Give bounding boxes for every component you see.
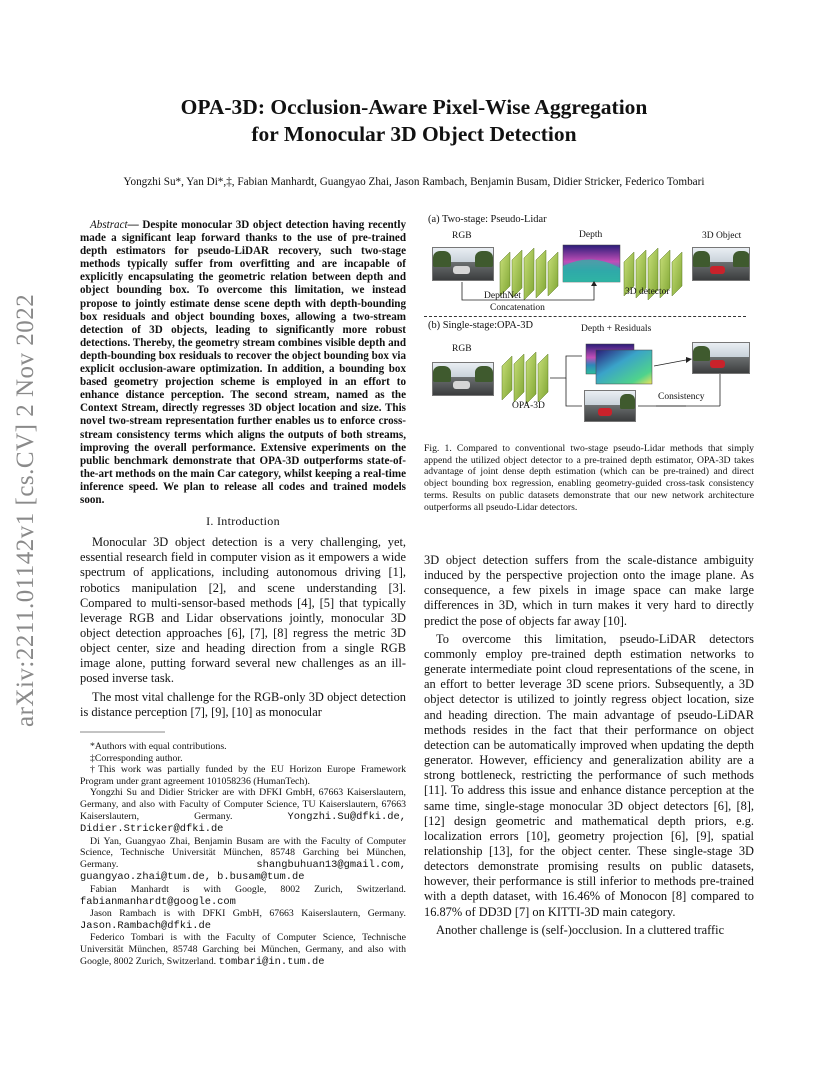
affiliation-text: Fabian Manhardt is with Google, 8002 Zurich, Switzerland. <box>90 884 406 896</box>
title-line-2: for Monocular 3D Object Detection <box>251 122 577 146</box>
figure-1-caption <box>424 443 754 513</box>
footnote-affiliation <box>80 932 406 968</box>
caption-text: Fig. 1. Compared to conventional two-stage pseudo-Lidar methods that simply append the utilized object detector to a pre-trained depth estimator, OPA-3D takes advantage of joint dense depth estimation (which can be pre-trained) and direct object bounding box regression, enabling geometry-guided cross-task consistency terms. Results on public datasets demonstrate that our new network architecture outperforms all pseudo-Lidar detectors. <box>424 443 754 513</box>
depth-residuals-label: Depth + Residuals <box>581 324 652 334</box>
abstract-label: Abstract <box>90 219 128 231</box>
arxiv-identifier: arXiv:2211.01142v1 [cs.CV] 2 Nov 2022 <box>12 293 39 727</box>
title-line-1: OPA-3D: Occlusion-Aware Pixel-Wise Aggregation <box>180 95 648 119</box>
introduction-text-right <box>424 553 754 941</box>
figure-1-diagram <box>424 214 754 424</box>
opa3d-label: OPA-3D <box>512 401 545 411</box>
paper-title <box>80 94 748 148</box>
paragraph: Another challenge is (self-)occlusion. In a cluttered traffic <box>436 922 725 937</box>
abstract-text: — Despite monocular 3D object detection having recently made a significant leap forward thanks to the use of pre-trained depth estimators for pseudo-LiDAR recovery, such two-stage methods typically suffer from overfitting and are incapable of explicitly encapsulating the geometric relation between depth and object bounding box. To overcome this limitation, we instead propose to jointly estimate dense scene depth with depth-bounding box residuals and object bounding boxes, allowing a two-stream detection of 3D objects, leading to significantly more robust detections. Thereby, the geometry stream combines visible depth and depth-bounding box residuals to recover the object bounding box via explicit occlusion-aware optimization. In addition, a bounding box based geometry projection scheme is employed in an effort to enhance distance perception. The second stream, named as the Context Stream, directly regresses 3D object location and size. This novel two-stream representation further enables us to enforce cross-stream consistency terms which aligns the outputs of both streams, improving the overall performance. Extensive experiments on the public benchmark demonstrate that OPA-3D outperforms state-of-the-art methods on the main Car category, whilst keeping a real-time inference speed. We plan to release all codes and trained models soon. <box>80 219 406 506</box>
concatenation-label: Concatenation <box>490 303 545 313</box>
footnote-affiliation <box>80 884 406 908</box>
abstract <box>80 219 406 507</box>
email-link[interactable]: Jason.Rambach@dfki.de <box>80 919 211 932</box>
footnote-corresponding: ‡Corresponding author. <box>90 752 183 764</box>
depth-label: Depth <box>579 230 603 240</box>
introduction-text-left <box>80 535 406 720</box>
3d-object-image-a <box>692 247 750 281</box>
paragraph: To overcome this limitation, pseudo-LiDAR detectors commonly employ pre-trained depth estimation networks to generate intermediate point cloud representations of the scene, in an effort to better leverage 3D scene priors. Subsequently, a 3D object detector is utilized to jointly regress object location, size and heading direction. The main advantage of pseudo-LiDAR methods resides in the fact that their performance on object detection can be automatically improved when updating the depth generator. However, efficiency and generalization ability are a strong bottleneck, restricting the performance of such methods [11]. To address this issue and enhance distance perception at the same time, single-stage monocular 3D object detectors [6], [8], [12] design geometric and mathematical depth priors, e.g. localization errors [10], geometry projection [6], [9], spatial relationship [13], for the object center. These single-stage 3D detectors demonstrate promising results on public datasets, however, their performance is still inferior to methods pre-trained with a depth dataset, with 16.46% of Monocon [8] compared to 16.87% of DD3D [7] on KITTI-3D main category. <box>424 631 754 919</box>
output-image-context <box>584 390 636 422</box>
author-list: Yongzhi Su*, Yan Di*,‡, Fabian Manhardt, Guangyao Zhai, Jason Rambach, Benjamin Busam, Didier Stricker, Federico Tombari <box>123 176 705 188</box>
email-link[interactable]: Yongzhi.Su@dfki.de, Didier.Stricker@dfki.de <box>80 810 406 836</box>
footnote-divider <box>80 726 406 736</box>
footnote-funding: †This work was partially funded by the EU Horizon Europe Framework Program under grant agreement 101058236 (HumanTech). <box>80 764 406 787</box>
paragraph: 3D object detection suffers from the scale-distance ambiguity induced by the perspective projection onto the image plane. As consequence, a few pixels in image space can make large differences in 3D, which in turn makes it very hard to directly predict the pose of objects far away [10]. <box>424 553 754 628</box>
affiliation-text: Di Yan, Guangyao Zhai, Benjamin Busam are with the Faculty of Computer Science, Technische Universität München, 85748 Garching bei München, Germany. <box>80 835 406 870</box>
rgb-image-b <box>432 362 494 396</box>
affiliation-text: Jason Rambach is with DFKI GmbH, 67663 Kaiserslautern, Germany. <box>90 908 406 920</box>
3d-detector-label: 3D detector <box>625 287 670 297</box>
rgb-label-b: RGB <box>452 344 472 354</box>
residual-map <box>596 350 652 384</box>
3d-object-label: 3D Object <box>702 231 742 241</box>
panel-b-label: (b) Single-stage:OPA-3D <box>428 320 533 331</box>
footnote-affiliation <box>80 836 406 884</box>
output-image-geometry <box>692 342 750 374</box>
paragraph: Monocular 3D object detection is a very challenging, yet, essential research field in computer vision as it empowers a wide spectrum of applications, including autonomous driving [1], robotics manipulation [2], and scene understanding [3]. Compared to multi-sensor-based methods [4], [5] that typically leverage RGB and Lidar observations jointly, monocular 3D object detection approaches [6], [7], [8] regress the metric 3D object center, size and heading direction from a single RGB image alone, putting forward several new challenges as an ill-posed inverse task. <box>80 535 406 686</box>
footnote-equal-contribution: *Authors with equal contributions. <box>90 740 227 752</box>
left-column <box>80 219 406 968</box>
rgb-label-a: RGB <box>452 231 472 241</box>
email-link[interactable]: fabianmanhardt@google.com <box>80 895 236 908</box>
paragraph: The most vital challenge for the RGB-only 3D object detection is distance perception [7], [9], [10] as monocular <box>80 689 406 719</box>
affiliation-text: Federico Tombari is with the Faculty of Computer Science, Technische Universität München, 85748 Garching bei München, Germany, and also with Google, 8002 Zurich, Switzerland. <box>80 932 406 967</box>
footnote-affiliation <box>80 908 406 932</box>
opa3d-block-stack <box>502 352 548 404</box>
panel-divider <box>424 316 746 317</box>
email-link[interactable]: shangbuhuan13@gmail.com, guangyao.zhai@tum.de, b.busam@tum.de <box>80 858 406 884</box>
affiliation-text: Yongzhi Su and Didier Stricker are with DFKI GmbH, 67663 Kaiserslautern, Germany, and also with Faculty of Computer Science, TU Kaiserslautern, 67663 Kaiserslautern, Germany. <box>80 787 406 822</box>
depthnet-label: DepthNet <box>484 291 521 301</box>
consistency-label: Consistency <box>658 392 705 402</box>
footnote-affiliation <box>80 787 406 835</box>
email-link[interactable]: tombari@in.tum.de <box>218 955 325 968</box>
panel-a-label: (a) Two-stage: Pseudo-Lidar <box>428 214 547 225</box>
section-heading-introduction: I. Introduction <box>206 514 280 529</box>
footnotes <box>80 741 406 968</box>
